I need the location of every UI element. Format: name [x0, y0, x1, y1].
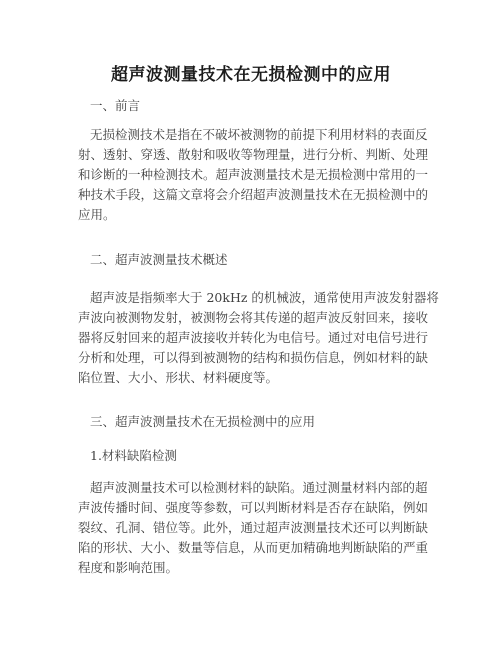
paragraph-line: 分析和处理，可以得到被测物的结构和损伤信息，例如材料的缺 — [78, 350, 429, 365]
paragraph-line: 裂纹、孔洞、错位等。此外，通过超声波测量技术还可以判断缺 — [78, 520, 429, 535]
paragraph-line: 程度和影响范围。 — [78, 560, 179, 575]
section-heading-overview: 二、超声波测量技术概述 — [90, 252, 228, 267]
paragraph-line: 种技术手段，这篇文章将会介绍超声波测量技术在无损检测中的 — [78, 187, 429, 202]
paragraph-line: 声波传播时间、强度等参数，可以判断材料是否存在缺陷，例如 — [78, 500, 429, 515]
paragraph-line: 应用。 — [78, 207, 116, 222]
paragraph-overview — [78, 288, 439, 388]
paragraph-line: 和诊断的一种检测技术。超声波测量技术是无损检测中常用的一 — [78, 167, 429, 182]
section-heading-preface: 一、前言 — [90, 98, 141, 113]
subsection-heading-defect-detection: 1.材料缺陷检测 — [90, 448, 177, 463]
paragraph-line: 超声波测量技术可以检测材料的缺陷。通过测量材料内部的超 — [90, 480, 428, 495]
paragraph-line: 器将反射回来的超声波接收并转化为电信号。通过对电信号进行 — [78, 330, 429, 345]
paragraph-line: 射、透射、穿透、散射和吸收等物理量，进行分析、判断、处理 — [78, 147, 429, 162]
paragraph-line: 陷位置、大小、形状、材料硬度等。 — [78, 370, 279, 385]
paragraph-line: 超声波是指频率大于 20kHz 的机械波，通常使用声波发射器将 — [90, 290, 439, 305]
paragraph-preface — [78, 125, 429, 225]
paragraph-line: 陷的形状、大小、数量等信息，从而更加精确地判断缺陷的严重 — [78, 540, 429, 555]
paragraph-line: 无损检测技术是指在不破坏被测物的前提下利用材料的表面反 — [90, 127, 428, 142]
paragraph-line: 声波向被测物发射，被测物会将其传递的超声波反射回来，接收 — [78, 310, 429, 325]
document-title: 超声波测量技术在无损检测中的应用 — [111, 65, 391, 85]
paragraph-defect-detection — [78, 478, 429, 578]
section-heading-applications: 三、超声波测量技术在无损检测中的应用 — [90, 414, 316, 429]
